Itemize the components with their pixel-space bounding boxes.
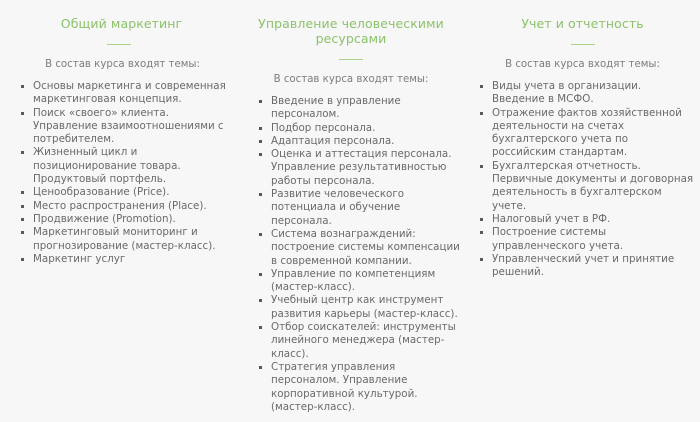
topic-text: Стратегия управления персоналом. Управление корпоративной культурой. (мастер-класс). <box>271 360 418 413</box>
topic-item <box>254 268 463 295</box>
course-subtitle: В состав курса входят темы: <box>45 59 200 70</box>
topic-text: Продвижение (Promotion). <box>33 212 176 225</box>
topic-text: Жизненный цикл и позиционирование товара. Продуктовый портфель. <box>33 146 181 186</box>
topic-item <box>254 228 463 268</box>
bullet-icon <box>259 127 262 130</box>
topic-item <box>16 146 231 186</box>
topic-text: Виды учета в организации. Введение в МСФО. <box>492 80 642 106</box>
course-title: Учет и отчетность <box>521 16 644 31</box>
topic-text: Налоговый учет в РФ. <box>492 212 611 225</box>
bullet-icon <box>259 299 262 302</box>
topic-text: Место распространения (Place). <box>33 199 207 212</box>
bullet-icon <box>259 273 262 276</box>
topic-item <box>254 188 463 228</box>
topic-text: Развитие человеческого потенциала и обучение персонала. <box>271 188 405 227</box>
course-subtitle: В состав курса входят темы: <box>505 59 660 70</box>
topic-item <box>16 200 231 213</box>
topic-item <box>16 80 231 107</box>
topic-item <box>254 148 463 188</box>
topic-item <box>475 107 694 160</box>
course-title: Управление человеческими ресурсами <box>258 16 444 46</box>
bullet-icon <box>21 231 24 234</box>
topic-list <box>239 95 463 414</box>
bullet-icon <box>259 193 262 196</box>
topic-item <box>254 321 463 361</box>
bullet-icon <box>259 366 262 369</box>
topic-text: Отражение фактов хозяйственной деятельности на счетах бухгалтерского учета по российским стандартам. <box>492 106 682 159</box>
topic-text: Построение системы управленческого учета. <box>492 226 624 252</box>
topic-item <box>254 122 463 135</box>
topic-item <box>475 226 694 253</box>
topic-item <box>475 80 694 107</box>
bullet-icon <box>480 231 483 234</box>
bullet-icon <box>259 140 262 143</box>
bullet-icon <box>480 218 483 221</box>
bullet-icon <box>480 165 483 168</box>
bullet-icon <box>21 218 24 221</box>
topic-text: Учебный центр как инструмент развития карьеры (мастер-класс). <box>271 294 458 320</box>
bullet-icon <box>259 100 262 103</box>
bullet-icon <box>480 85 483 88</box>
title-underline-divider <box>107 44 131 45</box>
topic-item <box>254 361 463 414</box>
topic-text: Маркетинг услуг <box>33 252 126 265</box>
topic-text: Поиск «своего» клиента. Управление взаимоотношениями с потребителем. <box>33 106 224 146</box>
topic-text: Основы маркетинга и современная маркетинговая концепция. <box>33 80 226 106</box>
course-title: Общий маркетинг <box>60 16 183 31</box>
bullet-icon <box>480 258 483 261</box>
topic-text: Бухгалтерская отчетность. Первичные документы и договорная деятельность в бухгалтерском учете. <box>492 159 694 212</box>
bullet-icon <box>21 258 24 261</box>
bullet-icon <box>259 233 262 236</box>
topic-list <box>6 80 231 266</box>
topic-text: Управление по компетенциям (мастер-класс). <box>271 267 436 294</box>
topic-text: Маркетинговый мониторинг и прогнозирование (мастер-класс). <box>33 226 216 252</box>
topic-item <box>16 226 231 253</box>
topic-text: Оценка и аттестация персонала. Управление результативностью работы персонала. <box>271 148 452 187</box>
topic-text: Подбор персонала. <box>271 121 376 134</box>
topic-item <box>254 294 463 321</box>
bullet-icon <box>480 112 483 115</box>
topic-item <box>16 186 231 199</box>
topic-text: Ценообразование (Price). <box>33 186 170 199</box>
bullet-icon <box>21 191 24 194</box>
topic-item <box>254 95 463 122</box>
course-subtitle: В состав курса входят темы: <box>273 74 429 85</box>
topic-text: Система вознаграждений: построение системы компенсации в современной компании. <box>271 227 460 267</box>
bullet-icon <box>21 112 24 115</box>
bullet-icon <box>259 326 262 329</box>
topic-item <box>254 135 463 148</box>
title-underline-divider <box>571 44 595 45</box>
topic-text: Введение в управление персоналом. <box>271 95 401 121</box>
bullet-icon <box>21 205 24 208</box>
course-column-general-marketing <box>0 0 235 422</box>
topic-text: Отбор соискателей: инструменты линейного менеджера (мастер-класс). <box>271 321 456 360</box>
topic-item <box>475 160 694 213</box>
topic-item <box>475 253 694 280</box>
topic-item <box>475 213 694 226</box>
topic-list <box>471 80 694 279</box>
course-column-hr-management <box>235 0 467 422</box>
bullet-icon <box>21 85 24 88</box>
bullet-icon <box>21 151 24 154</box>
topic-item <box>16 107 231 147</box>
topic-text: Адаптация персонала. <box>271 134 395 147</box>
topic-item <box>16 213 231 226</box>
topic-item <box>16 253 231 266</box>
course-column-accounting <box>467 0 700 422</box>
title-underline-divider <box>339 59 363 60</box>
bullet-icon <box>259 153 262 156</box>
topic-text: Управленческий учет и принятие решений. <box>492 252 675 279</box>
